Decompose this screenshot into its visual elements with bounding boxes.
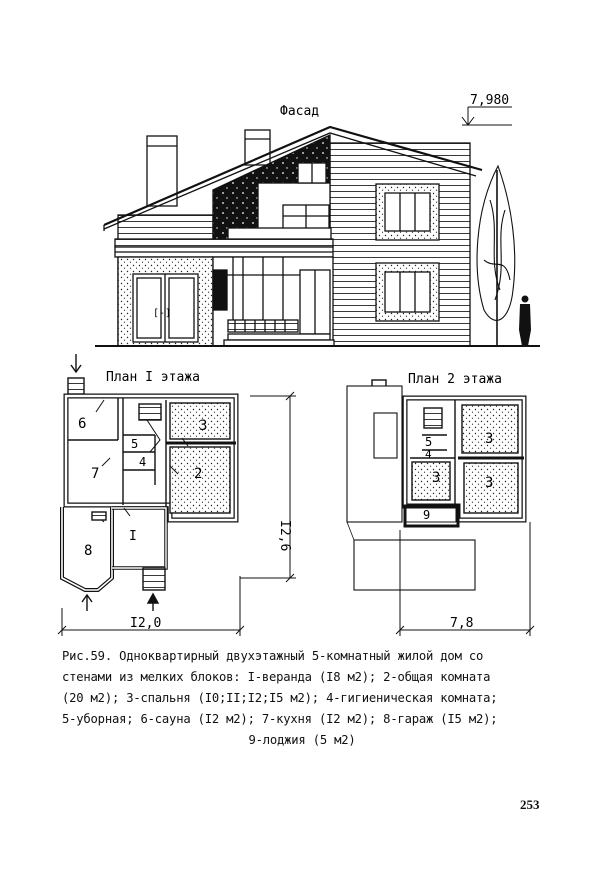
room2-label-9: 9 — [423, 508, 431, 522]
dim-width-plan1-label: I2,0 — [130, 616, 162, 631]
room2-label-5: 5 — [425, 435, 433, 449]
elevation-marker — [462, 107, 512, 125]
garage-door-mark: [-] — [153, 308, 172, 319]
figure-label: Рис.59. — [62, 649, 112, 663]
caption-line-2: стенами из мелких блоков: I-веранда (I8 м2); 2-общая комната — [62, 670, 491, 684]
room-label-7: 7 — [91, 466, 100, 482]
room2-label-4: 4 — [425, 448, 432, 461]
caption-line-3: (20 м2); 3-спальня (I0;II;I2;I5 м2); 4-гигиеническая комната; — [62, 691, 498, 705]
room-label-6: 6 — [78, 416, 87, 432]
caption-line-5: 9-лоджия (5 м2) — [248, 733, 356, 747]
plan1-title: План I этажа — [106, 370, 200, 385]
facade-label: Фасад — [280, 104, 320, 119]
figure-caption — [62, 646, 542, 751]
tree-illustration — [477, 166, 515, 346]
room-label-5: 5 — [131, 437, 139, 451]
caption-line-4: 5-уборная; 6-сауна (I2 м2); 7-кухня (I2 м2); 8-гараж (I5 м2); — [62, 712, 498, 726]
room-label-4: 4 — [139, 455, 147, 469]
floor-plan-2 — [347, 380, 534, 636]
elevation-mark-label: 7,980 — [470, 93, 510, 108]
room2-label-3a: 3 — [432, 470, 441, 486]
room-label-1: I — [129, 529, 137, 544]
room-label-2: 2 — [194, 466, 203, 482]
room-label-3: 3 — [199, 418, 208, 434]
plan2-title: План 2 этажа — [408, 372, 502, 387]
page-number: 253 — [520, 797, 540, 812]
room-label-8: 8 — [84, 543, 93, 559]
room2-label-3c: 3 — [485, 475, 494, 491]
dimension-height-plan1 — [240, 392, 296, 582]
floor-plan-1 — [58, 354, 296, 636]
caption-line-1: Одноквартирный двухэтажный 5-комнатный жилой дом со — [119, 649, 484, 663]
dim-width-plan2-label: 7,8 — [450, 616, 474, 631]
person-figure — [519, 296, 531, 347]
dim-height-plan1-label: I2,6 — [277, 520, 292, 552]
room2-label-3b: 3 — [485, 431, 494, 447]
